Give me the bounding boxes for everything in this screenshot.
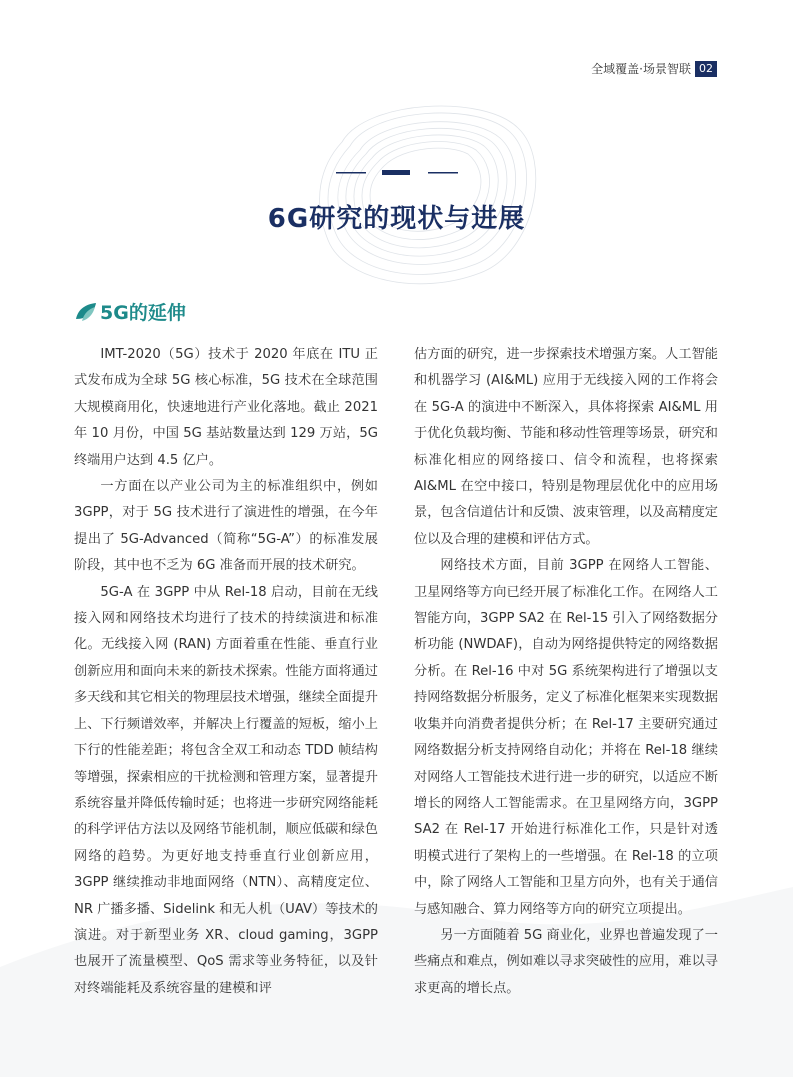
header-section-title: 全域覆盖·场景智联 <box>591 62 691 76</box>
paragraph: 另一方面随着 5G 商业化，业界也普遍发现了一些痛点和难点，例如难以寻求突破性的应用，难以寻求更高的增长点。 <box>414 927 718 996</box>
page-title: 6G研究的现状与进展 <box>267 204 526 234</box>
contour-decoration <box>0 0 793 300</box>
section-heading <box>74 298 186 325</box>
paragraph: 网络技术方面，目前 3GPP 在网络人工智能、卫星网络等方向已经开展了标准化工作。在网络人工智能方向，3GPP SA2 在 Rel-15 引入了网络数据分析功能 (NWDAF)，自动为网络提供特定的网络数据分析。在 Rel-16 中对 5G 系统架构进行了增强以支持网络数据分析服务，定义了标准化框架来实现数据收集并向消费者提供分析；在 Rel-17 主要研究通过网络数据分析支持网络自动化；并将在 Rel-18 继续对网络人工智能技术进行进一步的研究，以适应不断增长的网络人工智能需求。在卫星网络方向，3GPP SA2 在 Rel-17 开始进行标准化工作，只是针对透明模式进行了架构上的一些增强。在 Rel-18 的立项中，除了网络人工智能和卫星方向外，也有关于通信与感知融合、算力网络等方向的研究立项提出。 <box>414 558 718 917</box>
paragraph-continuation: 估方面的研究，进一步探索技术增强方案。人工智能和机器学习 (AI&ML) 应用于无线接入网的工作将会在 5G-A 的演进中不断深入，具体将探索 AI&ML 用于优化负载均衡、节能和移动性管理等场景，研究和标准化相应的网络接口、信令和流程，也将探索 AI&ML 在空中接口，特别是物理层优化中的应用场景，包含信道估计和反馈、波束管理，以及高精度定位以及合理的建模和评估方式。 <box>414 347 718 547</box>
title-dash-decoration <box>336 168 458 178</box>
leaf-icon <box>74 301 98 323</box>
paragraph: 5G-A 在 3GPP 中从 Rel-18 启动，目前在无线接入网和网络技术均进行了技术的持续演进和标准化。无线接入网 (RAN) 方面着重在性能、垂直行业创新应用和面向未来的新技术探索。性能方面将通过多天线和其它相关的物理层技术增强，继续全面提升上、下行频谱效率，并解决上行覆盖的短板，缩小上下行的性能差距；将包含全双工和动态 TDD 帧结构等增强，探索相应的干扰检测和管理方案，显著提升系统容量并降低传输时延；也将进一步研究网络能耗的科学评估方法以及网络节能机制，顺应低碳和绿色网络的趋势。为更好地支持垂直行业创新应用，3GPP 继续推动非地面网络（NTN）、高精度定位、NR 广播多播、Sidelink 和无人机（UAV）等技术的演进。对于新型业务 XR、cloud gaming，3GPP 也展开了流量模型、QoS 需求等业务特征，以及针对终端能耗及系统容量的建模和评 <box>74 584 378 996</box>
paragraph: IMT-2020（5G）技术于 2020 年底在 ITU 正式发布成为全球 5G 核心标准，5G 技术在全球范围大规模商用化，快速地进行产业化落地。截止 2021 年 10 月份，中国 5G 基站数量达到 129 万站，5G 终端用户达到 4.5 亿户。 <box>74 347 378 468</box>
paragraph: 一方面在以产业公司为主的标准组织中，例如 3GPP，对于 5G 技术进行了演进性的增强，在今年提出了 5G-Advanced（简称“5G-A”）的标准发展阶段，其中也不乏为 6G 准备而开展的技术研究。 <box>74 479 378 574</box>
page-number: 02 <box>695 61 717 77</box>
right-column <box>414 342 718 1002</box>
running-header <box>591 60 717 77</box>
section-title: 5G的延伸 <box>100 302 186 324</box>
left-column <box>74 342 378 1002</box>
